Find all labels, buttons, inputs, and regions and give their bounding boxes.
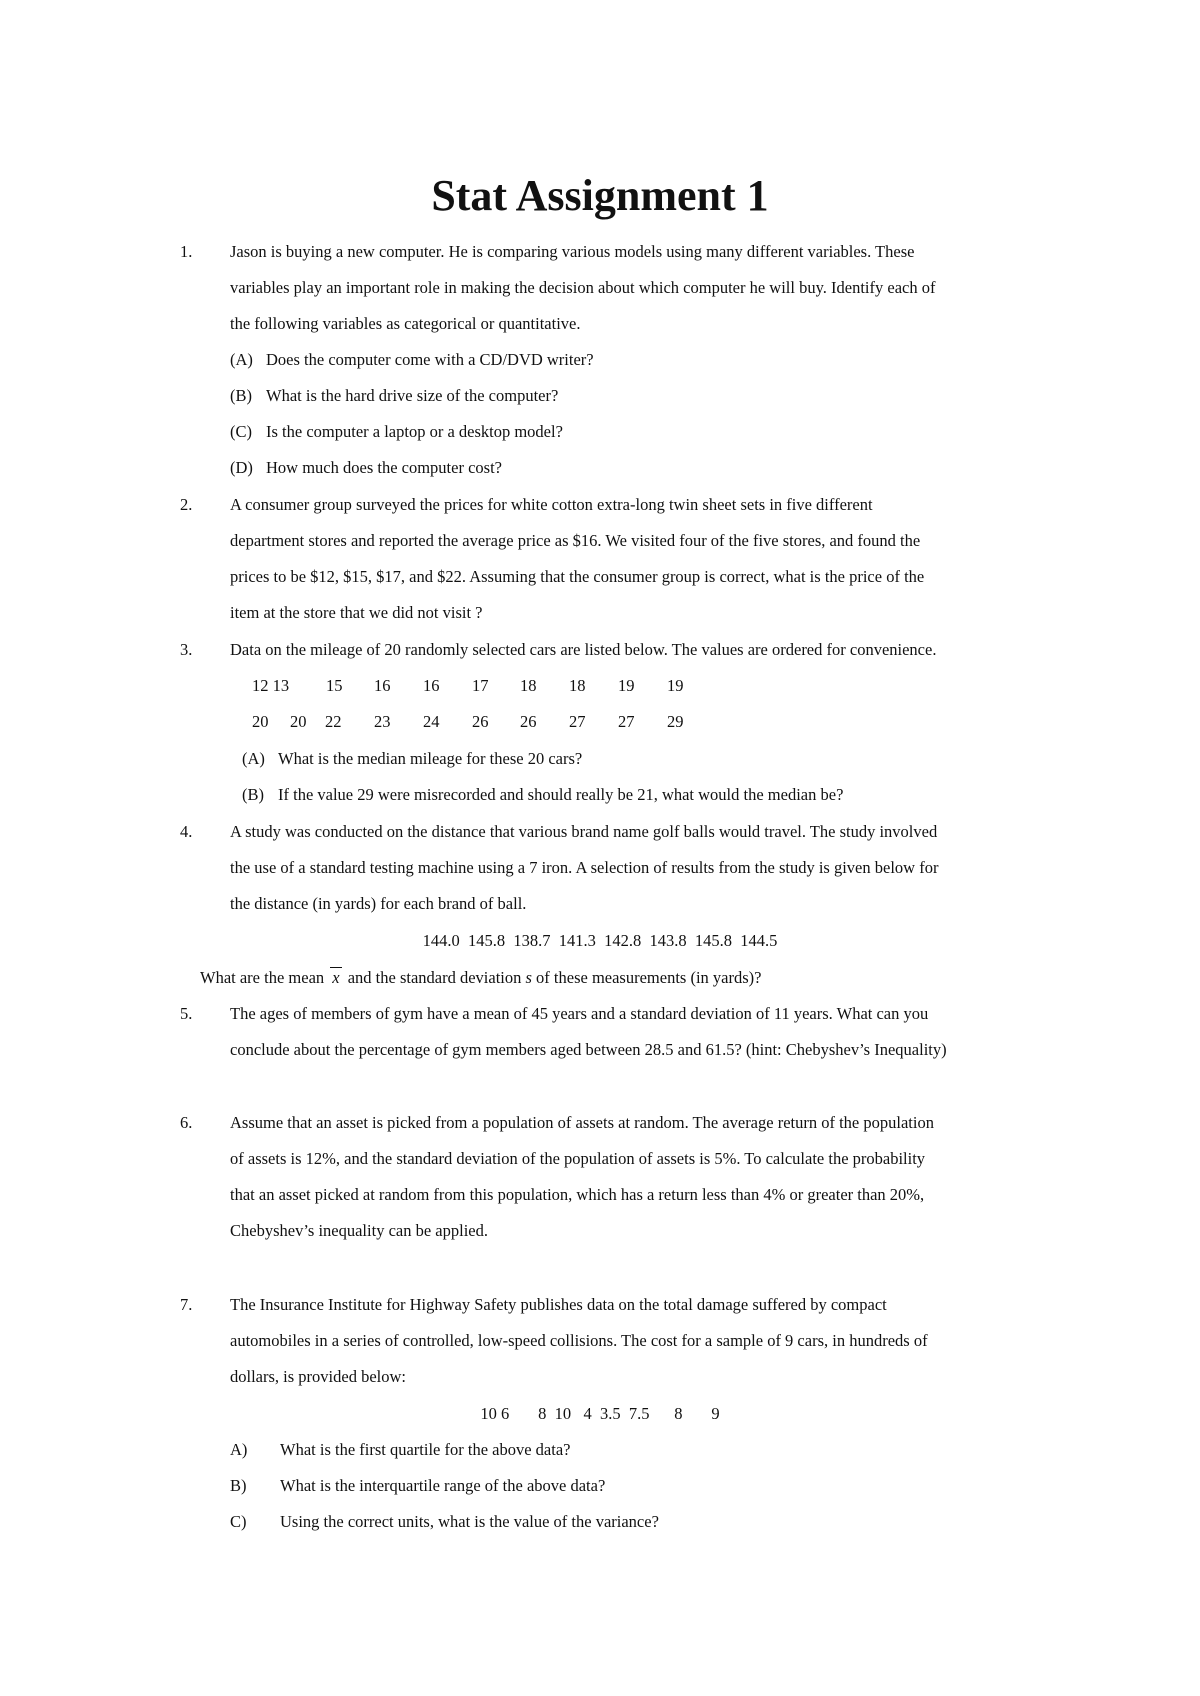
question-text-line: item at the store that we did not visit ? [230,603,483,622]
option-text: What is the interquartile range of the above data? [280,1476,606,1495]
option-item [230,456,502,480]
option-label: (B) [230,386,252,405]
question-text-line: department stores and reported the average price as $16. We visited four of the five stores, and found the [230,531,921,550]
data-value: 29 [667,712,684,731]
option-text: What is the median mileage for these 20 cars? [278,749,583,768]
question-number: 3. [180,640,193,659]
question-number: 6. [180,1113,193,1132]
option-item [230,420,563,444]
data-value: 27 [569,712,586,731]
data-value: 26 [472,712,489,731]
option-label: (A) [242,749,265,768]
follow-up-text: and the standard deviation [347,968,522,987]
data-value: 18 [569,676,586,695]
question-text-line: Jason is buying a new computer. He is comparing various models using many different variables. These [230,242,915,261]
question-number: 1. [180,242,193,261]
question-number: 7. [180,1295,193,1314]
question-text-line: conclude about the percentage of gym members aged between 28.5 and 61.5? (hint: Chebyshev’s Inequality) [230,1040,947,1059]
option-label: (B) [242,785,264,804]
option-label: B) [230,1476,247,1495]
data-value: 26 [520,712,537,731]
question-text-line: Chebyshev’s inequality can be applied. [230,1221,488,1240]
follow-up-text: What are the mean [200,968,325,987]
option-text: How much does the computer cost? [266,458,502,477]
data-value: 23 [374,712,391,731]
question-text-line: the distance (in yards) for each brand of ball. [230,894,527,913]
option-label: A) [230,1440,248,1459]
option-text: Using the correct units, what is the value of the variance? [280,1512,659,1531]
question-number: 5. [180,1004,193,1023]
question-follow-up [200,966,761,990]
option-item [242,783,843,807]
page-title: Stat Assignment 1 [431,171,769,220]
data-value: 20 [252,712,269,731]
data-value: 20 [290,712,307,731]
option-label: C) [230,1512,247,1531]
data-value: 16 [374,676,391,695]
option-item [230,1474,605,1498]
question-text-line: prices to be $12, $15, $17, and $22. Assuming that the consumer group is correct, what is the price of the [230,567,925,586]
follow-up-text: of these measurements (in yards)? [536,968,762,987]
data-value: 17 [472,676,489,695]
question-text-line: the use of a standard testing machine using a 7 iron. A selection of results from the study is given below for [230,858,939,877]
s-symbol: s [525,968,532,987]
option-text: What is the hard drive size of the computer? [266,386,559,405]
option-text: What is the first quartile for the above data? [280,1440,571,1459]
option-text: Does the computer come with a CD/DVD writer? [266,350,594,369]
data-list: 144.0 145.8 138.7 141.3 142.8 143.8 145.8 144.5 [422,931,778,950]
question-text-line: Assume that an asset is picked from a population of assets at random. The average return of the population [230,1113,934,1132]
option-item [230,384,558,408]
question-text-line: that an asset picked at random from this population, which has a return less than 4% or greater than 20%, [230,1185,925,1204]
data-value: 22 [325,712,342,731]
question-text-line: A consumer group surveyed the prices for white cotton extra-long twin sheet sets in five different [230,495,873,514]
data-value: 16 [423,676,440,695]
question-text-line: Data on the mileage of 20 randomly selected cars are listed below. The values are ordered for convenience. [230,640,937,659]
data-value: 12 13 [252,676,290,695]
option-text: If the value 29 were misrecorded and should really be 21, what would the median be? [278,785,844,804]
data-value: 19 [618,676,635,695]
option-item [242,747,582,771]
option-label: (D) [230,458,253,477]
question-number: 2. [180,495,193,514]
question-text-line: automobiles in a series of controlled, low-speed collisions. The cost for a sample of 9 cars, in hundreds of [230,1331,928,1350]
data-value: 24 [423,712,440,731]
question-number: 4. [180,822,193,841]
question-text-line: A study was conducted on the distance that various brand name golf balls would travel. The study involved [230,822,938,841]
question-text-line: dollars, is provided below: [230,1367,406,1386]
data-list: 10 6 8 10 4 3.5 7.5 8 9 [480,1404,720,1423]
option-item [230,1510,659,1534]
data-value: 15 [326,676,343,695]
question-text-line: variables play an important role in making the decision about which computer he will buy. Identify each of [230,278,936,297]
data-value: 19 [667,676,684,695]
data-value: 27 [618,712,635,731]
option-item [230,348,594,372]
option-item [230,1438,570,1462]
option-label: (A) [230,350,253,369]
question-text-line: The Insurance Institute for Highway Safety publishes data on the total damage suffered by compact [230,1295,887,1314]
option-text: Is the computer a laptop or a desktop model? [266,422,563,441]
option-label: (C) [230,422,252,441]
question-text-line: of assets is 12%, and the standard deviation of the population of assets is 5%. To calculate the probability [230,1149,926,1168]
data-value: 18 [520,676,537,695]
question-text-line: the following variables as categorical or quantitative. [230,314,581,333]
x-bar-symbol: x [328,966,343,990]
question-text-line: The ages of members of gym have a mean of 45 years and a standard deviation of 11 years. What can you [230,1004,929,1023]
